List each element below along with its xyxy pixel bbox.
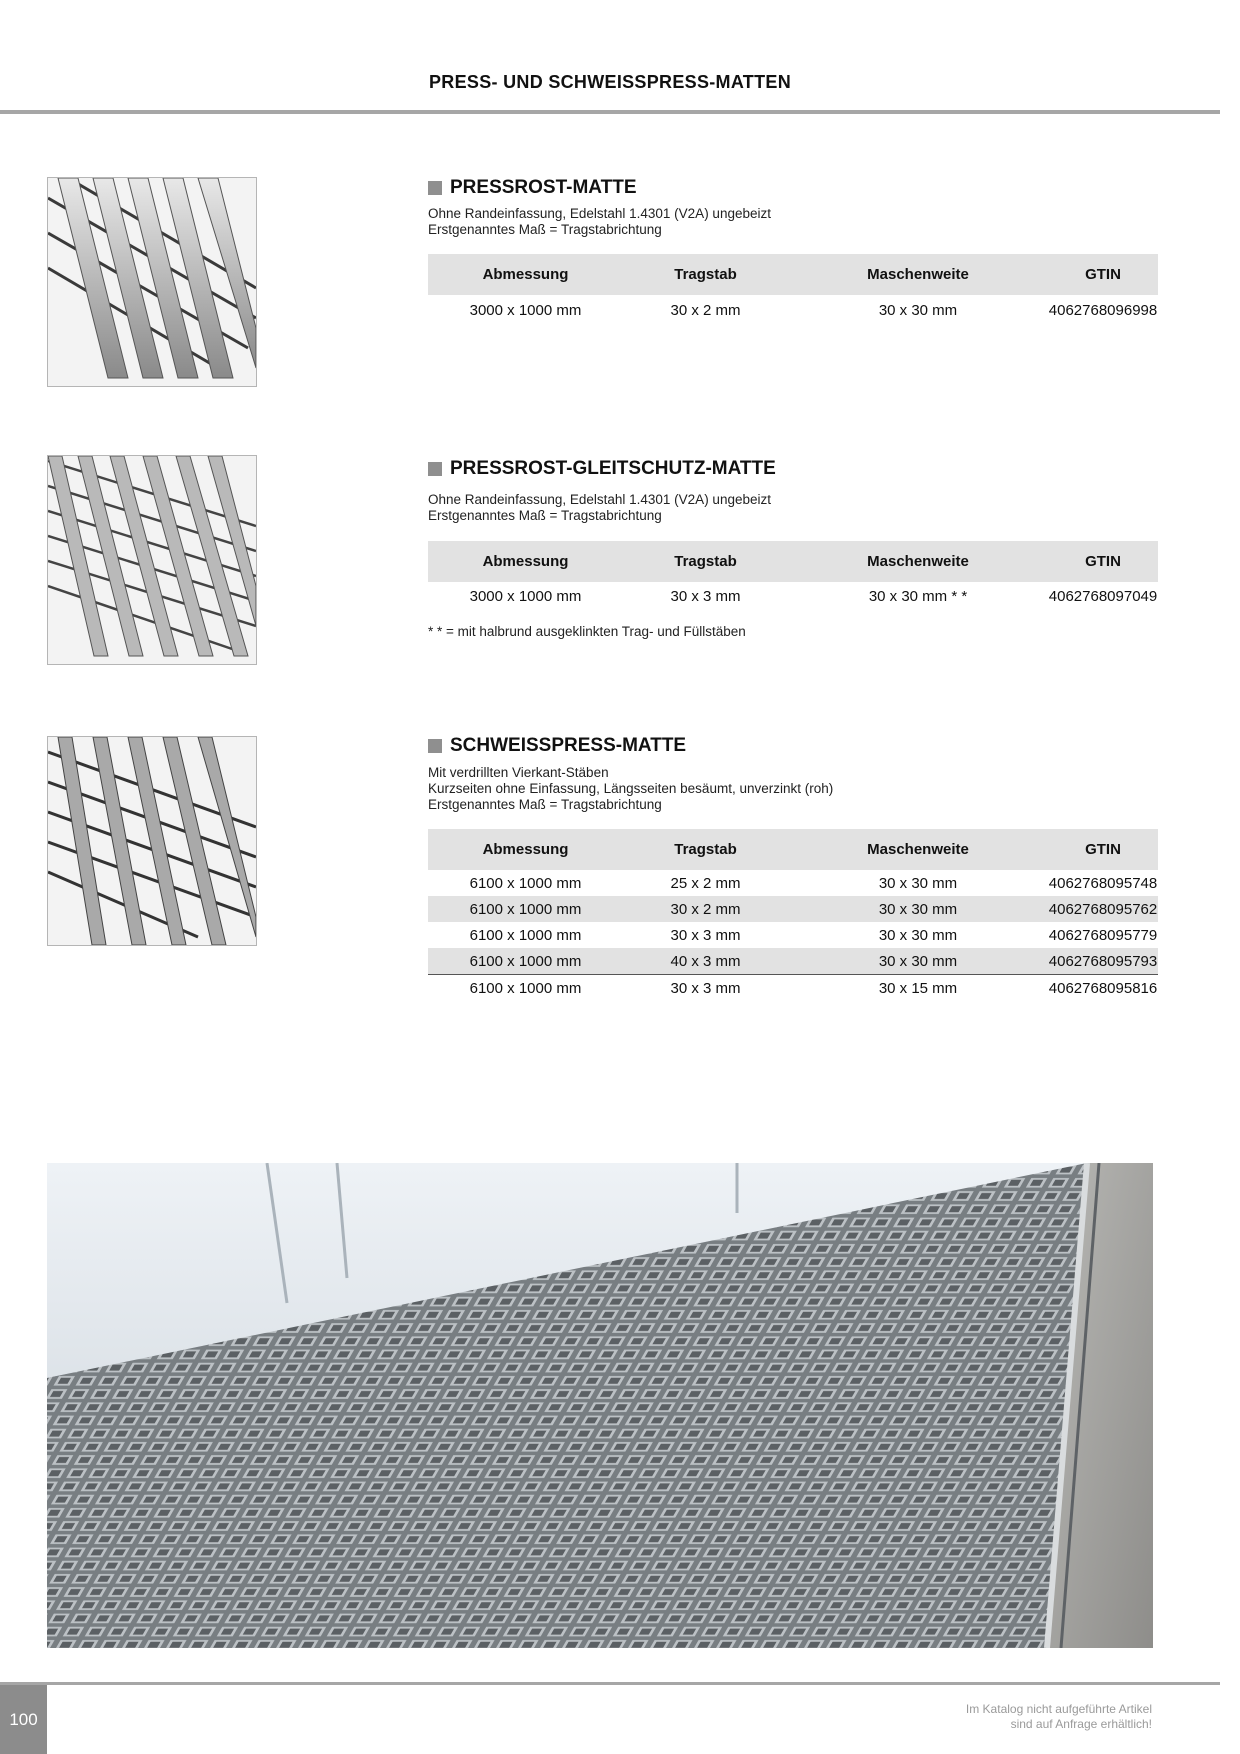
section-schweisspress-matte [428, 734, 1158, 1001]
section-gleitschutz-matte [428, 457, 1158, 639]
grating-illustration [48, 737, 256, 945]
table-row: 6100 x 1000 mm 30 x 3 mm 30 x 15 mm 4062768095816 [428, 975, 1158, 1002]
installation-photo [47, 1163, 1153, 1648]
table-row: 3000 x 1000 mm 30 x 2 mm 30 x 30 mm 4062768096998 [469, 301, 1158, 319]
footnote: * * = mit halbrund ausgeklinkten Trag- und Füllstäben [428, 624, 746, 639]
section-marker-icon [428, 739, 442, 753]
footer-divider [0, 1682, 1220, 1685]
footer-note: Im Katalog nicht aufgeführte Artikel sind auf Anfrage erhältlich! [965, 1702, 1152, 1731]
table-row: 6100 x 1000 mm 30 x 2 mm 30 x 30 mm 4062768095762 [428, 896, 1158, 922]
section-title: PRESSROST-GLEITSCHUTZ-MATTE [428, 457, 1158, 481]
spec-table [428, 541, 1158, 610]
table-row: 6100 x 1000 mm 30 x 3 mm 30 x 30 mm 4062768095779 [469, 926, 1158, 944]
grating-illustration [48, 178, 256, 386]
table-row: 3000 x 1000 mm 30 x 3 mm 30 x 30 mm * * 4062768097049 [469, 587, 1158, 605]
section-marker-icon [428, 181, 442, 195]
grating-illustration [48, 456, 256, 664]
product-image-schweisspress-matte [47, 736, 257, 946]
table-header-row: Abmessung Tragstab Maschenweite GTIN [428, 541, 1158, 582]
section-description: Ohne Randeinfassung, Edelstahl 1.4301 (V2A) ungebeizt Erstgenanntes Maß = Tragstabrichtung [428, 492, 771, 523]
page-title: PRESS- UND SCHWEISSPRESS-MATTEN [429, 72, 791, 92]
page-number: 100 [0, 1685, 47, 1754]
table-header-row: Abmessung Tragstab Maschenweite GTIN [428, 254, 1158, 295]
spec-table [428, 254, 1158, 325]
table-header-row: Abmessung Tragstab Maschenweite GTIN [428, 829, 1158, 870]
section-description: Ohne Randeinfassung, Edelstahl 1.4301 (V2A) ungebeizt Erstgenanntes Maß = Tragstabrichtung [428, 206, 771, 237]
section-description: Mit verdrillten Vierkant-Stäben Kurzseiten ohne Einfassung, Längsseiten besäumt, unverzinkt (roh) Erstgenanntes Maß = Tragstabrichtung [428, 765, 834, 812]
section-marker-icon [428, 462, 442, 476]
product-image-gleitschutz-matte [47, 455, 257, 665]
section-title: PRESSROST-MATTE [428, 176, 1158, 200]
header-divider [0, 110, 1220, 114]
table-row: 6100 x 1000 mm 40 x 3 mm 30 x 30 mm 4062768095793 [428, 948, 1158, 975]
table-row: 6100 x 1000 mm 25 x 2 mm 30 x 30 mm 4062768095748 [469, 874, 1158, 892]
product-image-pressrost-matte [47, 177, 257, 387]
section-title: SCHWEISSPRESS-MATTE [428, 734, 1158, 758]
spec-table [428, 829, 1158, 1001]
section-pressrost-matte [428, 176, 1158, 325]
grating-floor-photo [47, 1163, 1153, 1648]
